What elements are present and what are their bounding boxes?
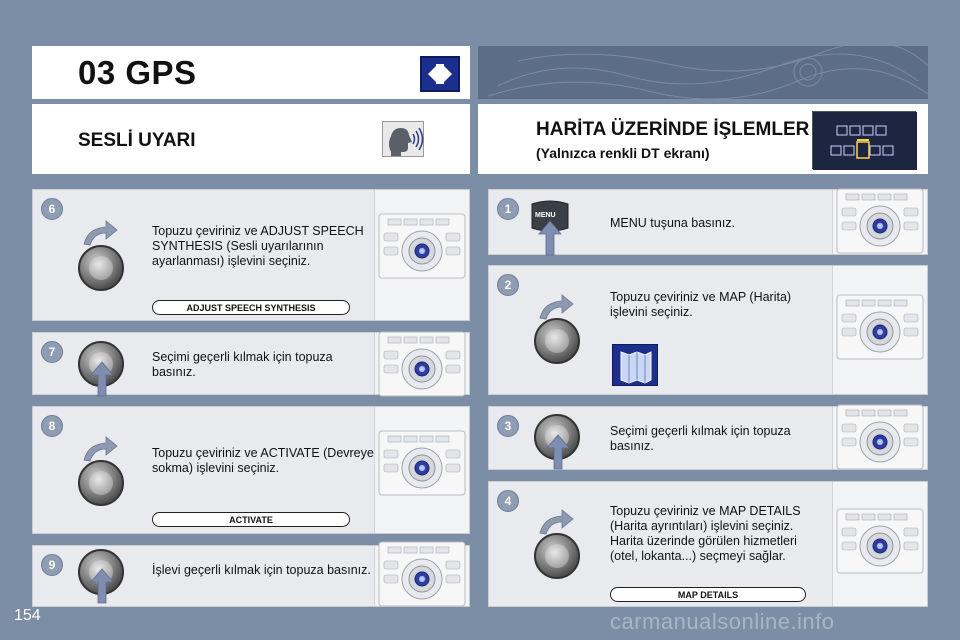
- rotate-arrow-icon: [80, 218, 120, 248]
- section-title-voice: SESLİ UYARI: [78, 130, 196, 151]
- press-arrow-icon: [538, 220, 562, 256]
- control-console-icon: [836, 404, 924, 470]
- press-arrow-icon: [546, 434, 570, 470]
- step-text-7: Seçimi geçerli kılmak için topuza basınız.: [152, 350, 333, 379]
- press-arrow-icon: [90, 361, 114, 397]
- step-text-1: MENU tuşuna basınız.: [610, 216, 736, 230]
- rotary-knob-icon: [78, 460, 124, 506]
- dt-screen-icon: [812, 111, 916, 169]
- step-badge-8: 8: [41, 415, 63, 437]
- step-badge-2: 2: [497, 274, 519, 296]
- page-number: 154: [14, 607, 41, 624]
- step-badge-3: 3: [497, 415, 519, 437]
- menu-label-activate: ACTIVATE: [152, 512, 350, 527]
- watermark: carmanualsonline.info: [610, 609, 835, 634]
- step-badge-7: 7: [41, 341, 63, 363]
- section-subtitle-map: (Yalnızca renkli DT ekranı): [536, 145, 710, 161]
- rotary-knob-icon: [78, 245, 124, 291]
- gps-navigation-icon: [420, 56, 460, 92]
- menu-label-map-details: MAP DETAILS: [610, 587, 806, 602]
- header-map-banner: [478, 46, 928, 99]
- step-badge-9: 9: [41, 554, 63, 576]
- step-text-6: Topuzu çeviriniz ve ADJUST SPEECH SYNTHESIS (Sesli uyarılarının ayarlanması) işlevini seçiniz.: [152, 224, 364, 268]
- step-text-2: Topuzu çeviriniz ve MAP (Harita) işlevini seçiniz.: [610, 290, 792, 319]
- voice-synthesis-icon: [382, 121, 424, 157]
- step-text-8: Topuzu çeviriniz ve ACTIVATE (Devreye sokma) işlevini seçiniz.: [152, 446, 374, 475]
- page-title: 03 GPS: [78, 54, 197, 91]
- rotary-knob-icon: [534, 533, 580, 579]
- step-badge-1: 1: [497, 198, 519, 220]
- control-console-icon: [378, 331, 466, 397]
- section-title-map: HARİTA ÜZERİNDE İŞLEMLER: [536, 119, 810, 140]
- control-console-icon: [836, 294, 924, 360]
- control-console-icon: [836, 188, 924, 254]
- step-text-4: Topuzu çeviriniz ve MAP DETAILS (Harita ayrıntıları) işlevini seçiniz. Harita üzerinde görülen hizmetleri (otel, lokanta...) seçmeyi sağlar.: [610, 504, 801, 563]
- step-text-3: Seçimi geçerli kılmak için topuza basınız.: [610, 424, 791, 453]
- press-arrow-icon: [90, 568, 114, 604]
- control-console-icon: [836, 508, 924, 574]
- rotary-knob-icon: [534, 318, 580, 364]
- control-console-icon: [378, 213, 466, 279]
- step-badge-4: 4: [497, 490, 519, 512]
- control-console-icon: [378, 430, 466, 496]
- menu-label-adjust-speech: ADJUST SPEECH SYNTHESIS: [152, 300, 350, 315]
- step-badge-6: 6: [41, 198, 63, 220]
- control-console-icon: [378, 541, 466, 607]
- step-text-9: İşlevi geçerli kılmak için topuza basınız.: [152, 563, 371, 577]
- menu-key-label: MENU: [535, 212, 556, 219]
- map-icon: [612, 344, 658, 386]
